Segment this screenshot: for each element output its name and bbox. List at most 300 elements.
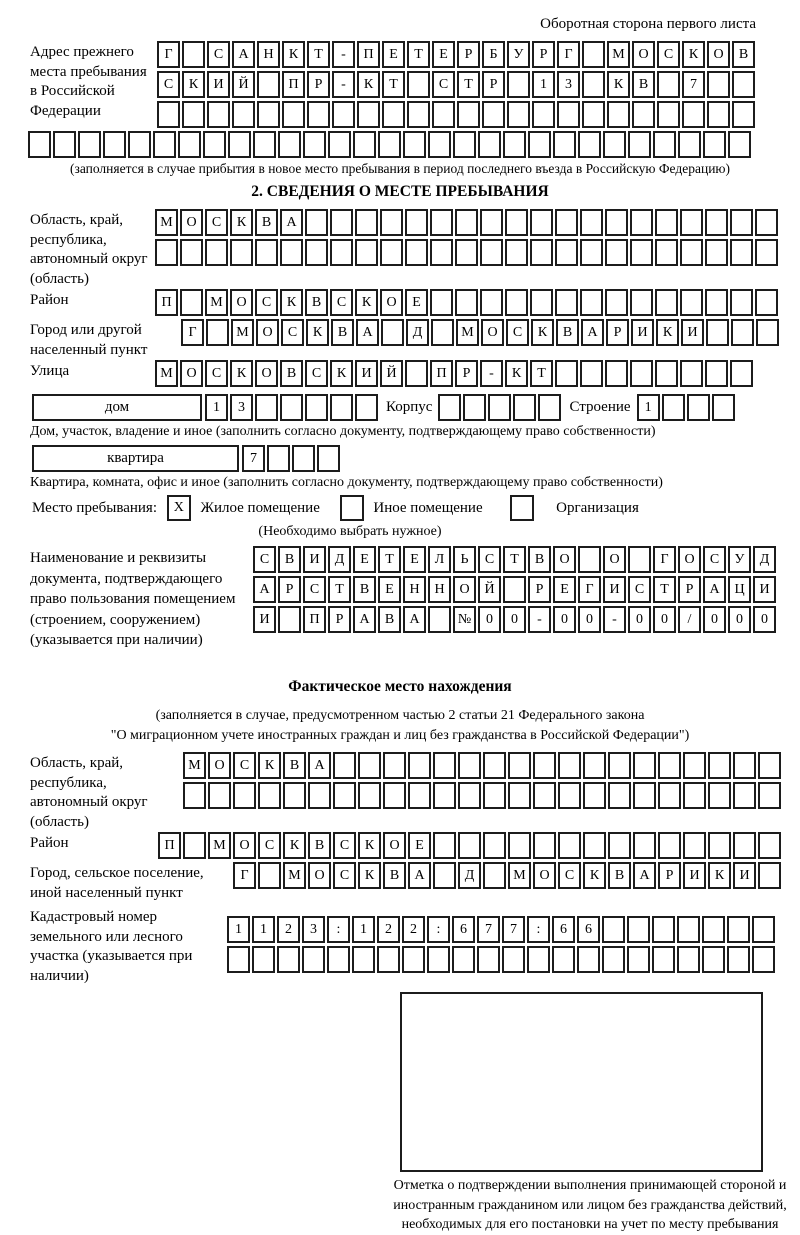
char-cell[interactable] xyxy=(703,131,726,158)
char-cell[interactable] xyxy=(206,319,229,346)
char-cell[interactable]: К xyxy=(607,71,630,98)
char-cell[interactable] xyxy=(207,101,230,128)
char-cell[interactable] xyxy=(455,239,478,266)
char-cell[interactable] xyxy=(155,239,178,266)
char-cell[interactable] xyxy=(378,131,401,158)
char-cell[interactable]: 0 xyxy=(753,606,776,633)
char-cell[interactable] xyxy=(733,832,756,859)
char-cell[interactable]: И xyxy=(681,319,704,346)
char-cell[interactable]: Н xyxy=(257,41,280,68)
char-cell[interactable] xyxy=(578,546,601,573)
char-cell[interactable] xyxy=(430,239,453,266)
char-cell[interactable] xyxy=(633,782,656,809)
char-cell[interactable]: В xyxy=(283,752,306,779)
char-cell[interactable]: А xyxy=(353,606,376,633)
char-cell[interactable]: 1 xyxy=(252,916,275,943)
char-cell[interactable] xyxy=(702,916,725,943)
char-cell[interactable] xyxy=(633,832,656,859)
char-cell[interactable] xyxy=(292,445,315,472)
char-cell[interactable]: Р xyxy=(606,319,629,346)
char-cell[interactable]: - xyxy=(528,606,551,633)
char-cell[interactable] xyxy=(78,131,101,158)
char-cell[interactable]: И xyxy=(303,546,326,573)
char-cell[interactable]: В xyxy=(608,862,631,889)
char-cell[interactable] xyxy=(552,946,575,973)
char-cell[interactable]: Б xyxy=(482,41,505,68)
char-cell[interactable] xyxy=(580,239,603,266)
char-cell[interactable] xyxy=(758,832,781,859)
char-cell[interactable] xyxy=(503,131,526,158)
char-cell[interactable]: Т xyxy=(653,576,676,603)
char-cell[interactable] xyxy=(527,946,550,973)
char-cell[interactable]: С xyxy=(253,546,276,573)
char-cell[interactable] xyxy=(605,360,628,387)
char-cell[interactable]: И xyxy=(355,360,378,387)
char-cell[interactable]: Р xyxy=(457,41,480,68)
char-cell[interactable]: Л xyxy=(428,546,451,573)
char-cell[interactable]: С xyxy=(478,546,501,573)
char-cell[interactable]: В xyxy=(278,546,301,573)
char-cell[interactable]: А xyxy=(581,319,604,346)
char-cell[interactable]: С xyxy=(281,319,304,346)
char-cell[interactable]: М xyxy=(456,319,479,346)
char-cell[interactable]: И xyxy=(253,606,276,633)
char-cell[interactable] xyxy=(583,752,606,779)
char-cell[interactable]: С xyxy=(333,832,356,859)
char-cell[interactable]: К xyxy=(306,319,329,346)
char-cell[interactable] xyxy=(708,832,731,859)
char-cell[interactable]: С xyxy=(157,71,180,98)
char-cell[interactable]: Е xyxy=(408,832,431,859)
char-cell[interactable]: Т xyxy=(382,71,405,98)
char-cell[interactable] xyxy=(255,239,278,266)
char-cell[interactable]: В xyxy=(308,832,331,859)
char-cell[interactable] xyxy=(352,946,375,973)
char-cell[interactable] xyxy=(407,71,430,98)
char-cell[interactable]: 1 xyxy=(637,394,660,421)
char-cell[interactable] xyxy=(330,394,353,421)
char-cell[interactable]: Г xyxy=(181,319,204,346)
char-cell[interactable]: В xyxy=(353,576,376,603)
char-cell[interactable]: Р xyxy=(678,576,701,603)
char-cell[interactable] xyxy=(605,289,628,316)
char-cell[interactable] xyxy=(657,101,680,128)
char-cell[interactable]: В xyxy=(556,319,579,346)
char-cell[interactable] xyxy=(608,782,631,809)
char-cell[interactable] xyxy=(103,131,126,158)
char-cell[interactable]: С xyxy=(506,319,529,346)
char-cell[interactable] xyxy=(605,209,628,236)
char-cell[interactable] xyxy=(533,832,556,859)
char-cell[interactable] xyxy=(677,916,700,943)
char-cell[interactable]: / xyxy=(678,606,701,633)
char-cell[interactable] xyxy=(180,289,203,316)
char-cell[interactable] xyxy=(758,752,781,779)
char-cell[interactable] xyxy=(505,289,528,316)
char-cell[interactable] xyxy=(178,131,201,158)
char-cell[interactable]: И xyxy=(753,576,776,603)
char-cell[interactable] xyxy=(727,946,750,973)
char-cell[interactable] xyxy=(705,289,728,316)
char-cell[interactable] xyxy=(330,209,353,236)
char-cell[interactable]: С xyxy=(305,360,328,387)
char-cell[interactable]: П xyxy=(155,289,178,316)
char-cell[interactable]: К xyxy=(358,832,381,859)
char-cell[interactable] xyxy=(655,360,678,387)
char-cell[interactable] xyxy=(258,782,281,809)
char-cell[interactable] xyxy=(252,946,275,973)
char-cell[interactable] xyxy=(702,946,725,973)
char-cell[interactable] xyxy=(483,862,506,889)
char-cell[interactable]: О xyxy=(180,360,203,387)
char-cell[interactable]: Г xyxy=(157,41,180,68)
house-type-box[interactable]: дом xyxy=(32,394,202,421)
char-cell[interactable]: О xyxy=(230,289,253,316)
char-cell[interactable] xyxy=(755,239,778,266)
char-cell[interactable]: М xyxy=(155,209,178,236)
char-cell[interactable]: О xyxy=(533,862,556,889)
char-cell[interactable]: С xyxy=(255,289,278,316)
char-cell[interactable] xyxy=(730,239,753,266)
char-cell[interactable] xyxy=(602,946,625,973)
char-cell[interactable] xyxy=(555,239,578,266)
char-cell[interactable] xyxy=(582,71,605,98)
char-cell[interactable] xyxy=(153,131,176,158)
char-cell[interactable] xyxy=(505,239,528,266)
char-cell[interactable] xyxy=(452,946,475,973)
char-cell[interactable]: 0 xyxy=(703,606,726,633)
char-cell[interactable]: О xyxy=(180,209,203,236)
char-cell[interactable] xyxy=(28,131,51,158)
char-cell[interactable]: С xyxy=(558,862,581,889)
char-cell[interactable] xyxy=(453,131,476,158)
char-cell[interactable] xyxy=(733,752,756,779)
char-cell[interactable]: Е xyxy=(405,289,428,316)
char-cell[interactable] xyxy=(555,289,578,316)
char-cell[interactable]: К xyxy=(708,862,731,889)
char-cell[interactable] xyxy=(463,394,486,421)
char-cell[interactable] xyxy=(727,916,750,943)
char-cell[interactable] xyxy=(407,101,430,128)
char-cell[interactable]: - xyxy=(480,360,503,387)
char-cell[interactable] xyxy=(630,289,653,316)
char-cell[interactable]: Р xyxy=(528,576,551,603)
char-cell[interactable] xyxy=(605,239,628,266)
char-cell[interactable] xyxy=(630,209,653,236)
char-cell[interactable]: И xyxy=(631,319,654,346)
char-cell[interactable] xyxy=(657,71,680,98)
char-cell[interactable]: 1 xyxy=(352,916,375,943)
char-cell[interactable]: А xyxy=(408,862,431,889)
char-cell[interactable]: Т xyxy=(378,546,401,573)
char-cell[interactable] xyxy=(332,101,355,128)
char-cell[interactable]: Р xyxy=(307,71,330,98)
char-cell[interactable]: 3 xyxy=(557,71,580,98)
char-cell[interactable] xyxy=(712,394,735,421)
char-cell[interactable]: О xyxy=(632,41,655,68)
char-cell[interactable] xyxy=(706,319,729,346)
char-cell[interactable] xyxy=(483,782,506,809)
char-cell[interactable] xyxy=(180,239,203,266)
char-cell[interactable] xyxy=(507,71,530,98)
char-cell[interactable] xyxy=(680,239,703,266)
char-cell[interactable] xyxy=(408,782,431,809)
char-cell[interactable] xyxy=(253,131,276,158)
char-cell[interactable] xyxy=(530,239,553,266)
char-cell[interactable] xyxy=(677,946,700,973)
char-cell[interactable]: Й xyxy=(380,360,403,387)
char-cell[interactable] xyxy=(655,289,678,316)
char-cell[interactable] xyxy=(607,101,630,128)
char-cell[interactable] xyxy=(752,946,775,973)
char-cell[interactable] xyxy=(728,131,751,158)
char-cell[interactable] xyxy=(583,832,606,859)
char-cell[interactable] xyxy=(752,916,775,943)
char-cell[interactable]: М xyxy=(155,360,178,387)
char-cell[interactable] xyxy=(278,131,301,158)
char-cell[interactable] xyxy=(183,832,206,859)
char-cell[interactable] xyxy=(755,289,778,316)
char-cell[interactable]: Г xyxy=(578,576,601,603)
char-cell[interactable]: А xyxy=(280,209,303,236)
char-cell[interactable] xyxy=(305,394,328,421)
char-cell[interactable] xyxy=(458,832,481,859)
char-cell[interactable]: О xyxy=(380,289,403,316)
char-cell[interactable] xyxy=(608,832,631,859)
char-cell[interactable] xyxy=(457,101,480,128)
char-cell[interactable] xyxy=(257,101,280,128)
char-cell[interactable]: У xyxy=(507,41,530,68)
char-cell[interactable] xyxy=(628,546,651,573)
char-cell[interactable] xyxy=(230,239,253,266)
char-cell[interactable] xyxy=(405,239,428,266)
char-cell[interactable] xyxy=(405,209,428,236)
char-cell[interactable] xyxy=(555,209,578,236)
char-cell[interactable] xyxy=(402,946,425,973)
char-cell[interactable]: А xyxy=(232,41,255,68)
char-cell[interactable]: Е xyxy=(432,41,455,68)
char-cell[interactable] xyxy=(433,782,456,809)
char-cell[interactable]: Т xyxy=(457,71,480,98)
char-cell[interactable]: 6 xyxy=(577,916,600,943)
char-cell[interactable]: М xyxy=(183,752,206,779)
char-cell[interactable]: В xyxy=(305,289,328,316)
char-cell[interactable] xyxy=(630,239,653,266)
char-cell[interactable]: 7 xyxy=(682,71,705,98)
char-cell[interactable]: К xyxy=(583,862,606,889)
char-cell[interactable] xyxy=(483,752,506,779)
char-cell[interactable]: Р xyxy=(278,576,301,603)
char-cell[interactable]: 0 xyxy=(478,606,501,633)
char-cell[interactable]: С xyxy=(205,360,228,387)
char-cell[interactable] xyxy=(530,209,553,236)
char-cell[interactable]: К xyxy=(330,360,353,387)
char-cell[interactable] xyxy=(455,289,478,316)
char-cell[interactable] xyxy=(503,576,526,603)
char-cell[interactable] xyxy=(730,360,753,387)
char-cell[interactable]: 6 xyxy=(452,916,475,943)
char-cell[interactable]: 3 xyxy=(230,394,253,421)
char-cell[interactable] xyxy=(507,101,530,128)
char-cell[interactable] xyxy=(405,360,428,387)
char-cell[interactable]: Е xyxy=(378,576,401,603)
char-cell[interactable] xyxy=(708,782,731,809)
char-cell[interactable] xyxy=(708,752,731,779)
char-cell[interactable]: Н xyxy=(403,576,426,603)
char-cell[interactable]: М xyxy=(508,862,531,889)
char-cell[interactable]: П xyxy=(282,71,305,98)
char-cell[interactable] xyxy=(380,239,403,266)
char-cell[interactable]: В xyxy=(331,319,354,346)
char-cell[interactable] xyxy=(758,862,781,889)
char-cell[interactable] xyxy=(580,209,603,236)
char-cell[interactable]: В xyxy=(255,209,278,236)
char-cell[interactable]: 0 xyxy=(553,606,576,633)
char-cell[interactable]: К xyxy=(357,71,380,98)
char-cell[interactable] xyxy=(267,445,290,472)
char-cell[interactable]: : xyxy=(327,916,350,943)
char-cell[interactable]: О xyxy=(255,360,278,387)
char-cell[interactable] xyxy=(433,752,456,779)
char-cell[interactable]: Р xyxy=(328,606,351,633)
char-cell[interactable] xyxy=(705,239,728,266)
char-cell[interactable]: 1 xyxy=(532,71,555,98)
char-cell[interactable]: - xyxy=(603,606,626,633)
char-cell[interactable]: 1 xyxy=(227,916,250,943)
char-cell[interactable]: О xyxy=(678,546,701,573)
char-cell[interactable] xyxy=(438,394,461,421)
char-cell[interactable]: Е xyxy=(382,41,405,68)
char-cell[interactable] xyxy=(428,131,451,158)
char-cell[interactable] xyxy=(183,782,206,809)
char-cell[interactable] xyxy=(633,752,656,779)
char-cell[interactable]: 2 xyxy=(277,916,300,943)
char-cell[interactable] xyxy=(580,289,603,316)
char-cell[interactable] xyxy=(508,782,531,809)
char-cell[interactable] xyxy=(662,394,685,421)
char-cell[interactable] xyxy=(428,606,451,633)
char-cell[interactable]: Д xyxy=(328,546,351,573)
char-cell[interactable] xyxy=(687,394,710,421)
char-cell[interactable]: К xyxy=(505,360,528,387)
char-cell[interactable] xyxy=(430,289,453,316)
char-cell[interactable] xyxy=(577,946,600,973)
char-cell[interactable] xyxy=(377,946,400,973)
char-cell[interactable] xyxy=(232,101,255,128)
char-cell[interactable]: Г xyxy=(557,41,580,68)
char-cell[interactable] xyxy=(380,209,403,236)
char-cell[interactable]: С xyxy=(258,832,281,859)
char-cell[interactable] xyxy=(558,782,581,809)
char-cell[interactable] xyxy=(707,101,730,128)
char-cell[interactable] xyxy=(508,832,531,859)
char-cell[interactable] xyxy=(182,41,205,68)
char-cell[interactable]: Ц xyxy=(728,576,751,603)
char-cell[interactable] xyxy=(582,41,605,68)
char-cell[interactable]: А xyxy=(253,576,276,603)
char-cell[interactable]: К xyxy=(280,289,303,316)
char-cell[interactable] xyxy=(508,752,531,779)
char-cell[interactable]: О xyxy=(707,41,730,68)
char-cell[interactable] xyxy=(383,782,406,809)
char-cell[interactable]: Н xyxy=(428,576,451,603)
char-cell[interactable] xyxy=(432,101,455,128)
char-cell[interactable] xyxy=(480,289,503,316)
char-cell[interactable]: К xyxy=(656,319,679,346)
char-cell[interactable] xyxy=(482,101,505,128)
char-cell[interactable] xyxy=(205,239,228,266)
char-cell[interactable]: Т xyxy=(328,576,351,603)
char-cell[interactable] xyxy=(208,782,231,809)
char-cell[interactable]: 7 xyxy=(502,916,525,943)
char-cell[interactable] xyxy=(258,862,281,889)
char-cell[interactable]: А xyxy=(633,862,656,889)
char-cell[interactable]: У xyxy=(728,546,751,573)
char-cell[interactable] xyxy=(327,946,350,973)
char-cell[interactable]: Ь xyxy=(453,546,476,573)
char-cell[interactable]: О xyxy=(453,576,476,603)
char-cell[interactable]: К xyxy=(682,41,705,68)
char-cell[interactable]: П xyxy=(303,606,326,633)
char-cell[interactable] xyxy=(280,394,303,421)
char-cell[interactable] xyxy=(408,752,431,779)
char-cell[interactable] xyxy=(627,916,650,943)
apartment-type-box[interactable]: квартира xyxy=(32,445,239,472)
char-cell[interactable]: С xyxy=(703,546,726,573)
char-cell[interactable]: В xyxy=(383,862,406,889)
char-cell[interactable] xyxy=(658,752,681,779)
char-cell[interactable] xyxy=(707,71,730,98)
residence-checkbox-zhiloe[interactable]: X xyxy=(167,495,191,521)
char-cell[interactable] xyxy=(583,782,606,809)
char-cell[interactable]: 0 xyxy=(628,606,651,633)
char-cell[interactable]: Й xyxy=(478,576,501,603)
char-cell[interactable]: 3 xyxy=(302,916,325,943)
char-cell[interactable] xyxy=(731,319,754,346)
char-cell[interactable] xyxy=(355,394,378,421)
char-cell[interactable] xyxy=(528,131,551,158)
char-cell[interactable]: И xyxy=(207,71,230,98)
char-cell[interactable]: С xyxy=(233,752,256,779)
char-cell[interactable] xyxy=(477,946,500,973)
char-cell[interactable] xyxy=(755,209,778,236)
char-cell[interactable] xyxy=(628,131,651,158)
char-cell[interactable] xyxy=(478,131,501,158)
char-cell[interactable]: Р xyxy=(455,360,478,387)
char-cell[interactable]: М xyxy=(208,832,231,859)
char-cell[interactable]: 2 xyxy=(377,916,400,943)
char-cell[interactable] xyxy=(233,782,256,809)
char-cell[interactable] xyxy=(538,394,561,421)
char-cell[interactable] xyxy=(308,782,331,809)
char-cell[interactable]: О xyxy=(553,546,576,573)
char-cell[interactable] xyxy=(682,101,705,128)
char-cell[interactable]: О xyxy=(233,832,256,859)
char-cell[interactable] xyxy=(532,101,555,128)
char-cell[interactable] xyxy=(680,209,703,236)
char-cell[interactable] xyxy=(458,752,481,779)
char-cell[interactable] xyxy=(652,946,675,973)
char-cell[interactable]: Г xyxy=(233,862,256,889)
char-cell[interactable] xyxy=(203,131,226,158)
char-cell[interactable] xyxy=(732,71,755,98)
char-cell[interactable]: 0 xyxy=(653,606,676,633)
char-cell[interactable] xyxy=(430,209,453,236)
char-cell[interactable]: 0 xyxy=(578,606,601,633)
char-cell[interactable]: А xyxy=(308,752,331,779)
char-cell[interactable]: № xyxy=(453,606,476,633)
char-cell[interactable]: К xyxy=(230,209,253,236)
